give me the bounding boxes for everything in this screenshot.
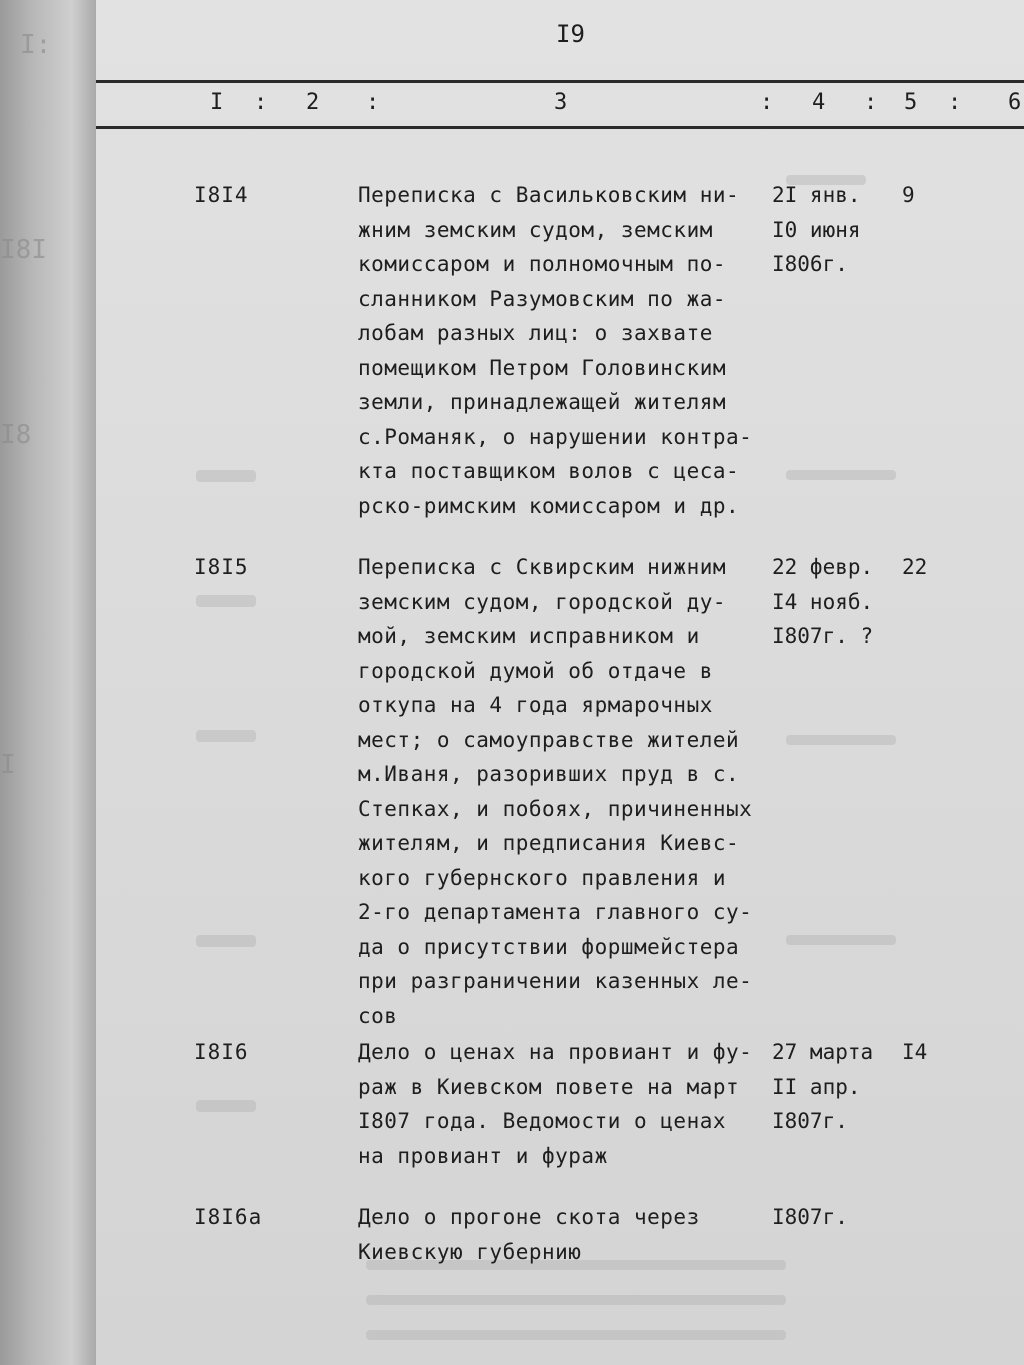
entry-sheet-count: 9 [902,183,915,207]
description-line: рско-римским комиссаром и др. [358,493,740,518]
date-line: I807г. [772,1205,848,1229]
previous-page-edge [0,0,96,1365]
entry-number: I8I6 [194,1040,249,1064]
date-line: 22 февр. [772,555,874,579]
description-line: да о присутствии форшмейстера [358,934,740,959]
column-separator: : [254,90,268,115]
entry-dates [772,550,892,654]
description-line: Степках, и побоях, причиненных [358,796,753,821]
column-separator: : [760,90,774,115]
description-line: жним земским судом, земским [358,217,713,242]
entry-description [358,550,778,1033]
date-line: I4 нояб. [772,589,874,614]
description-line: земли, принадлежащей жителям [358,390,727,414]
entry-number: I8I5 [194,555,249,579]
page-number: I9 [556,20,585,48]
left-margin-mark: I: [20,30,52,60]
entry-number: I8I4 [194,183,249,207]
left-margin-mark: I8 [0,420,32,450]
description-line: земским судом, городской ду- [358,589,727,614]
description-line: лобам разных лиц: о захвате [358,321,713,345]
description-line: с.Романяк, о нарушении контра- [358,424,753,449]
column-header-1: I [210,90,224,115]
left-margin-mark: I8I [0,235,47,265]
column-separator: : [948,90,962,115]
column-header-2: 2 [306,90,320,115]
description-line: на провиант и фураж [358,1143,608,1168]
description-line: сов [358,1003,398,1028]
description-line: Дело о прогоне скота через [358,1205,700,1229]
description-line: м.Иваня, разоривших пруд в с. [358,762,740,786]
column-separator: : [366,90,380,115]
description-line: 2-го департамента главного су- [358,900,753,924]
entry-description [358,178,778,523]
date-line: 2I янв. [772,183,861,207]
column-header-4: 4 [812,90,826,115]
entry-sheet-count: I4 [902,1040,928,1064]
description-line: городской думой об отдаче в [358,658,713,683]
entry-number: I8I6а [194,1205,263,1229]
entry-sheet-count: 22 [902,555,928,579]
description-line: мест; о самоуправстве жителей [358,727,740,752]
description-line: Дело о ценах на провиант и фу- [358,1040,753,1064]
description-line: I807 года. Ведомости о ценах [358,1109,727,1133]
column-header-6: 6 [1008,90,1022,115]
description-line: Переписка с Сквирским нижним [358,555,727,579]
description-line: откупа на 4 года ярмарочных [358,693,713,717]
description-line: кого губернского правления и [358,865,727,890]
date-line: I807г. [772,1109,848,1133]
description-line: комиссаром и полномочным по- [358,252,727,276]
column-separator: : [864,90,878,115]
document-page [96,0,1024,1365]
date-line: I806г. [772,252,848,276]
left-margin-mark: I [0,750,16,780]
column-header-5: 5 [904,90,918,115]
entry-description [358,1035,778,1173]
entry-dates [772,178,892,282]
description-line: жителям, и предписания Киевс- [358,831,740,855]
description-line: мой, земским исправником и [358,624,700,648]
entry-dates [772,1200,892,1235]
date-line: I807г. ? [772,624,874,648]
description-line: кта поставщиком волов с цеса- [358,459,740,483]
date-line: 27 марта [772,1040,874,1064]
date-line: I0 июня [772,217,861,242]
description-line: раж в Киевском повете на март [358,1074,740,1099]
date-line: II апр. [772,1074,861,1099]
description-line: Киевскую губернию [358,1239,582,1264]
entry-dates [772,1035,892,1139]
description-line: при разграничении казенных ле- [358,969,753,993]
description-line: помещиком Петром Головинским [358,355,727,380]
column-header-3: 3 [554,90,568,115]
description-line: сланником Разумовским по жа- [358,286,727,311]
entry-description [358,1200,778,1269]
description-line: Переписка с Васильковским ни- [358,183,740,207]
